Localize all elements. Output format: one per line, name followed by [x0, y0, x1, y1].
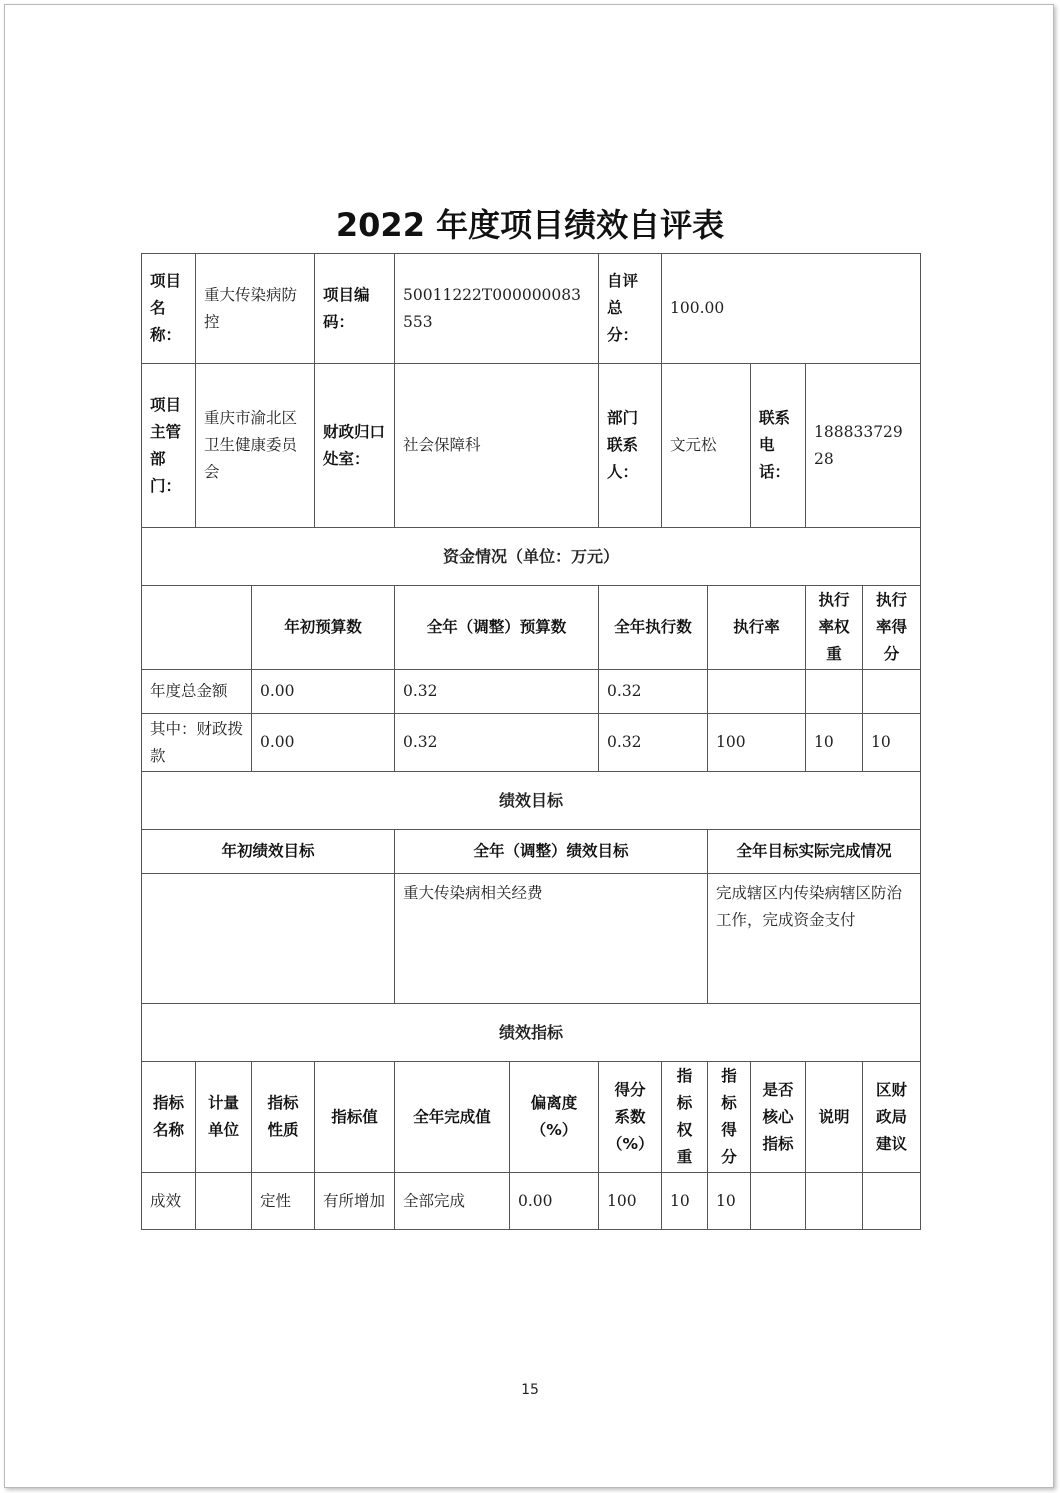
project-info-row	[142, 254, 921, 364]
project-dept-row	[142, 364, 921, 528]
indicator-cell: 全部完成	[395, 1173, 510, 1230]
indicators-section-row	[142, 1004, 921, 1062]
funds-data-row	[142, 714, 921, 772]
funds-header-cell: 全年执行数	[599, 586, 708, 670]
funds-header-cell: 执行率得分	[863, 586, 921, 670]
indicator-header-cell: 指标得分	[708, 1062, 751, 1173]
adjusted-goal-value: 重大传染病相关经费	[395, 874, 708, 1004]
contact-value: 文元松	[662, 364, 751, 528]
self-score-value: 100.00	[662, 254, 921, 364]
funds-cell: 0.32	[599, 670, 708, 714]
goals-header-cell: 年初绩效目标	[142, 830, 395, 874]
indicator-cell: 10	[662, 1173, 708, 1230]
indicator-header-cell: 得分系数（%）	[599, 1062, 662, 1173]
finance-office-label: 财政归口处室：	[315, 364, 395, 528]
goals-header-cell: 全年（调整）绩效目标	[395, 830, 708, 874]
indicator-header-cell: 计量单位	[196, 1062, 252, 1173]
indicator-header-cell: 指标值	[315, 1062, 395, 1173]
funds-cell: 0.32	[395, 714, 599, 772]
funds-section-row	[142, 528, 921, 586]
project-code-label: 项目编码：	[315, 254, 395, 364]
funds-cell: 0.00	[252, 714, 395, 772]
project-name-label: 项目名称：	[142, 254, 196, 364]
dept-label: 项目主管部门：	[142, 364, 196, 528]
self-score-label: 自评总分：	[599, 254, 662, 364]
dept-value: 重庆市渝北区卫生健康委员会	[196, 364, 315, 528]
indicator-cell: 10	[708, 1173, 751, 1230]
indicator-cell: 100	[599, 1173, 662, 1230]
indicator-header-cell: 区财政局建议	[863, 1062, 921, 1173]
indicator-data-row	[142, 1173, 921, 1230]
indicator-cell: 0.00	[510, 1173, 599, 1230]
page-title: 2022 年度项目绩效自评表	[335, 206, 725, 244]
indicator-cell	[751, 1173, 806, 1230]
indicator-header-cell: 说明	[806, 1062, 863, 1173]
phone-value: 18883372928	[806, 364, 921, 528]
goals-section-title: 绩效目标	[142, 772, 921, 830]
indicator-header-cell: 全年完成值	[395, 1062, 510, 1173]
funds-header-cell: 全年（调整）预算数	[395, 586, 599, 670]
funds-cell: 10	[863, 714, 921, 772]
indicator-header-cell: 是否核心指标	[751, 1062, 806, 1173]
funds-header-cell	[142, 586, 252, 670]
goals-header-row	[142, 830, 921, 874]
phone-label: 联系电话：	[751, 364, 806, 528]
indicator-header-cell: 指标权重	[662, 1062, 708, 1173]
indicator-cell: 有所增加	[315, 1173, 395, 1230]
funds-cell: 0.32	[599, 714, 708, 772]
funds-header-cell: 年初预算数	[252, 586, 395, 670]
indicators-header-row	[142, 1062, 921, 1173]
funds-cell	[708, 670, 806, 714]
funds-header-cell: 执行率权重	[806, 586, 863, 670]
funds-data-row	[142, 670, 921, 714]
goals-header-cell: 全年目标实际完成情况	[708, 830, 921, 874]
funds-cell: 其中：财政拨款	[142, 714, 252, 772]
funds-cell: 年度总金额	[142, 670, 252, 714]
funds-cell: 100	[708, 714, 806, 772]
funds-header-cell: 执行率	[708, 586, 806, 670]
project-name-value: 重大传染病防控	[196, 254, 315, 364]
funds-cell	[806, 670, 863, 714]
indicator-cell	[863, 1173, 921, 1230]
indicator-cell	[806, 1173, 863, 1230]
funds-cell: 0.32	[395, 670, 599, 714]
contact-label: 部门联系人：	[599, 364, 662, 528]
page-number: 15	[521, 1382, 539, 1398]
indicator-cell	[196, 1173, 252, 1230]
project-code-value: 50011222T000000083553	[395, 254, 599, 364]
funds-cell	[863, 670, 921, 714]
initial-goal-value	[142, 874, 395, 1004]
funds-section-title: 资金情况（单位：万元）	[142, 528, 921, 586]
goals-section-row	[142, 772, 921, 830]
indicator-cell: 成效	[142, 1173, 196, 1230]
actual-completion-value: 完成辖区内传染病辖区防治工作，完成资金支付	[708, 874, 921, 1004]
indicator-cell: 定性	[252, 1173, 315, 1230]
goals-value-row	[142, 874, 921, 1004]
funds-cell: 0.00	[252, 670, 395, 714]
funds-header-row	[142, 586, 921, 670]
finance-office-value: 社会保障科	[395, 364, 599, 528]
funds-cell: 10	[806, 714, 863, 772]
indicator-header-cell: 指标名称	[142, 1062, 196, 1173]
indicator-header-cell: 偏离度（%）	[510, 1062, 599, 1173]
evaluation-form-table	[141, 253, 921, 1230]
indicators-section-title: 绩效指标	[142, 1004, 921, 1062]
indicator-header-cell: 指标性质	[252, 1062, 315, 1173]
